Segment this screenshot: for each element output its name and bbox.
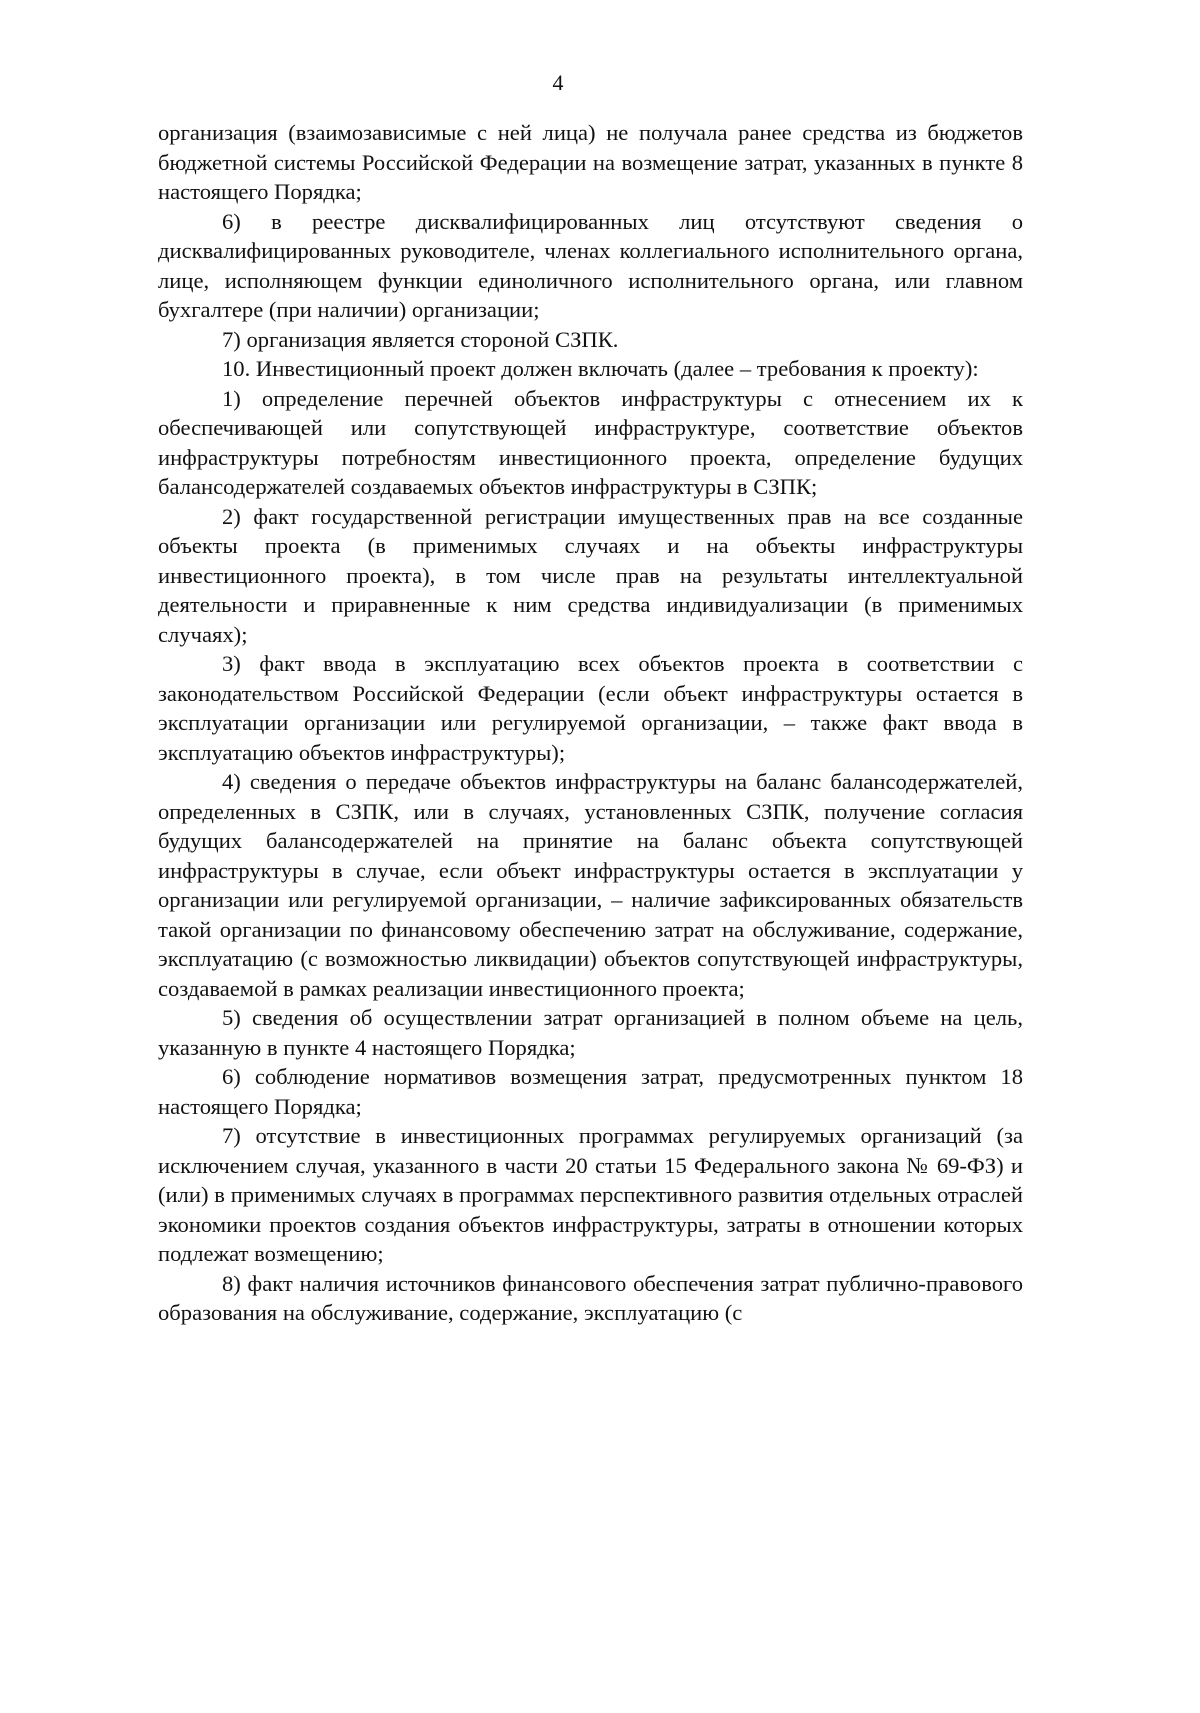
paragraph-requirement-7: 7) отсутствие в инвестиционных программах регулируемых организаций (за исключением случая, указанного в части 20 статьи 15 Федерального закона № 69-ФЗ) и (или) в применимых случаях в программах перспективного развития отдельных отраслей экономики проектов создания объектов инфраструктуры, затраты в отношении которых подлежат возмещению; bbox=[158, 1123, 1023, 1266]
paragraph-continuation: организация (взаимозависимые с ней лица) не получала ранее средства из бюджетов бюджетной системы Российской Федерации на возмещение затрат, указанных в пункте 8 настоящего Порядка; bbox=[158, 120, 1023, 204]
paragraph-item-7-szpk: 7) организация является стороной СЗПК. bbox=[222, 326, 619, 352]
paragraph-requirement-2: 2) факт государственной регистрации имущественных прав на все созданные объекты проекта (в применимых случаях и на объекты инфраструктуры инвестиционного проекта), в том числе прав на результаты интеллектуальной деятельности и приравненные к ним средства индивидуализации (в применимых случаях); bbox=[158, 503, 1023, 647]
paragraph-requirement-3: 3) факт ввода в эксплуатацию всех объектов проекта в соответствии с законодательством Российской Федерации (если объект инфраструктуры остается в эксплуатации организации или регулируемой организации, – также факт ввода в эксплуатацию объектов инфраструктуры); bbox=[158, 651, 1023, 765]
paragraph-requirement-8: 8) факт наличия источников финансового обеспечения затрат публично-правового образования на обслуживание, содержание, эксплуатацию (с bbox=[158, 1270, 1023, 1325]
paragraph-requirement-1: 1) определение перечней объектов инфраструктуры с отнесением их к обеспечивающей или сопутствующей инфраструктуре, соответствие объектов инфраструктуры потребностям инвестиционного проекта, определение будущих балансодержателей создаваемых объектов инфраструктуры в СЗПК; bbox=[158, 385, 1023, 499]
paragraph-requirement-5: 5) сведения об осуществлении затрат организацией в полном объеме на цель, указанную в пункте 4 настоящего Порядка; bbox=[158, 1005, 1023, 1060]
paragraph-requirement-4: 4) сведения о передаче объектов инфраструктуры на баланс балансодержателей, определенных в СЗПК, или в случаях, установленных СЗПК, получение согласия будущих балансодержателей на принятие на баланс объекта сопутствующей инфраструктуры в случае, если объект инфраструктуры остается в эксплуатации у организации или регулируемой организации, – наличие зафиксированных обязательств такой организации по финансовому обеспечению затрат на обслуживание, содержание, эксплуатацию (с возможностью ликвидации) объектов сопутствующей инфраструктуры, создаваемой в рамках реализации инвестиционного проекта; bbox=[158, 769, 1023, 1001]
paragraph-item-6-disqualified: 6) в реестре дисквалифицированных лиц отсутствуют сведения о дисквалифицированных руководителе, членах коллегиального исполнительного органа, лице, исполняющем функции единоличного исполнительного органа, или главном бухгалтере (при наличии) организации; bbox=[158, 208, 1023, 322]
document-body bbox=[158, 118, 1023, 1328]
paragraph-requirement-6: 6) соблюдение нормативов возмещения затрат, предусмотренных пунктом 18 настоящего Порядка; bbox=[158, 1064, 1023, 1119]
page-number: 4 bbox=[552, 70, 564, 95]
paragraph-section-10: 10. Инвестиционный проект должен включать (далее – требования к проекту): bbox=[222, 356, 979, 381]
